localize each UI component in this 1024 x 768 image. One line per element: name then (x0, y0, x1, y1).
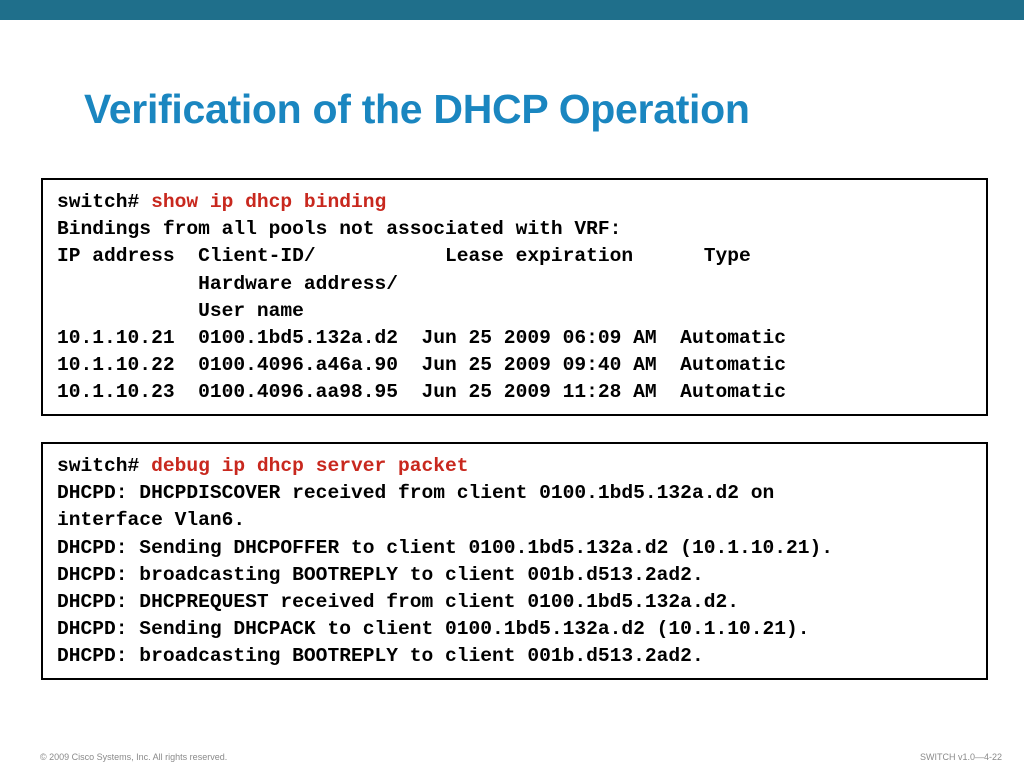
cli-command-line (57, 189, 986, 216)
cli-output-line: User name (57, 299, 304, 322)
cli-output-line: 10.1.10.22 0100.4096.a46a.90 Jun 25 2009 09:40 AM Automatic (57, 354, 787, 377)
cli-prompt: switch# (57, 455, 152, 477)
footer-copyright: © 2009 Cisco Systems, Inc. All rights reserved. (40, 752, 228, 762)
debug-packet-output-box (41, 442, 988, 680)
cli-prompt: switch# (57, 191, 152, 213)
cli-command: show ip dhcp binding (151, 191, 387, 213)
cli-output-line: DHCPD: broadcasting BOOTREPLY to client 001b.d513.2ad2. (57, 563, 704, 586)
cli-output-line: 10.1.10.21 0100.1bd5.132a.d2 Jun 25 2009 06:09 AM Automatic (57, 326, 787, 349)
cli-output-line: Bindings from all pools not associated with VRF: (57, 218, 622, 241)
cli-output-line: DHCPD: DHCPDISCOVER received from client 0100.1bd5.132a.d2 on (57, 482, 775, 505)
cli-output-line: Hardware address/ (57, 272, 398, 295)
slide-title: Verification of the DHCP Operation (84, 86, 750, 132)
cli-output-line: DHCPD: broadcasting BOOTREPLY to client 001b.d513.2ad2. (57, 645, 704, 668)
cli-output-line: 10.1.10.23 0100.4096.aa98.95 Jun 25 2009 11:28 AM Automatic (57, 381, 787, 404)
cli-output-line: DHCPD: Sending DHCPACK to client 0100.1bd5.132a.d2 (10.1.10.21). (57, 618, 810, 641)
show-binding-output-box (41, 178, 988, 416)
cli-command-line (57, 453, 986, 480)
cli-output-line: DHCPD: DHCPREQUEST received from client 0100.1bd5.132a.d2. (57, 590, 739, 613)
footer-course-page: SWITCH v1.0—4-22 (919, 752, 1002, 762)
cli-output-line: DHCPD: Sending DHCPOFFER to client 0100.1bd5.132a.d2 (10.1.10.21). (57, 536, 834, 559)
cli-command: debug ip dhcp server packet (151, 455, 469, 477)
top-banner-bar (0, 0, 1024, 20)
cli-output-line: IP address Client-ID/ Lease expiration Type (57, 245, 751, 268)
cli-output-line: interface Vlan6. (57, 509, 246, 532)
